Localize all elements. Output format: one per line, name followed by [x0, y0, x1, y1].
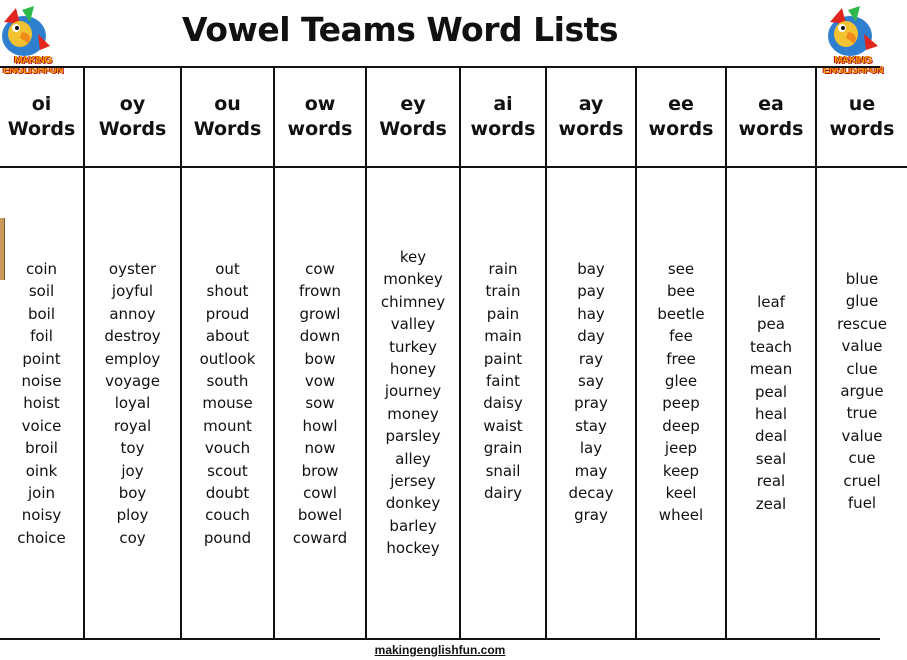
- column-header: [817, 65, 907, 168]
- logo-text-top: MAKING: [834, 55, 872, 66]
- word: boy: [118, 484, 147, 503]
- word: donkey: [385, 494, 441, 513]
- word: free: [666, 349, 696, 368]
- word: employ: [104, 349, 161, 368]
- word: vouch: [204, 439, 251, 458]
- word: gray: [574, 506, 608, 525]
- column-header: [637, 68, 725, 168]
- word-list: [727, 291, 815, 515]
- word: blue: [845, 270, 879, 288]
- header-vowel-team: ee: [668, 93, 694, 115]
- word: money: [387, 404, 439, 423]
- word: deal: [754, 427, 788, 446]
- word: clue: [846, 359, 878, 378]
- header-label: words: [738, 118, 804, 140]
- word: day: [577, 327, 605, 346]
- word: teach: [749, 337, 793, 356]
- column-header: [85, 68, 180, 168]
- word-list: [0, 258, 83, 549]
- word: mean: [749, 360, 793, 379]
- word: cruel: [843, 471, 881, 490]
- word: beetle: [657, 304, 705, 323]
- word: bay: [577, 260, 605, 278]
- word: pain: [486, 304, 520, 323]
- word: bowel: [297, 506, 343, 525]
- word: value: [841, 426, 883, 445]
- word: noise: [21, 372, 62, 391]
- word: cow: [305, 260, 335, 278]
- header-label: words: [829, 118, 895, 140]
- header-vowel-team: ow: [304, 93, 336, 115]
- word: pea: [757, 315, 785, 334]
- word: about: [205, 327, 250, 346]
- word: say: [578, 372, 604, 391]
- column-body: [275, 168, 365, 638]
- word-list: [85, 258, 180, 549]
- logo-text-bottom: ENGLISHFUN: [3, 65, 63, 76]
- word: proud: [205, 304, 250, 323]
- word: see: [667, 260, 695, 278]
- word: outlook: [199, 349, 256, 368]
- word-list: [182, 258, 273, 549]
- footer-website-link[interactable]: makingenglishfun.com: [374, 643, 506, 657]
- word-list: [817, 268, 907, 514]
- word: deep: [662, 416, 700, 435]
- header-label: Words: [193, 118, 262, 140]
- word: brow: [301, 461, 339, 480]
- word: point: [22, 349, 61, 368]
- word: lay: [579, 439, 603, 458]
- word: loyal: [114, 394, 151, 413]
- column-body: [727, 168, 815, 638]
- word: barley: [389, 516, 437, 535]
- column-ey: [367, 68, 461, 638]
- header-label: Words: [98, 118, 167, 140]
- word: sow: [305, 394, 335, 413]
- word: cue: [848, 449, 876, 468]
- word: peep: [662, 394, 700, 413]
- word: oink: [25, 461, 58, 480]
- header-vowel-team: oy: [119, 93, 146, 115]
- column-ow: [275, 68, 367, 638]
- word: seal: [755, 449, 787, 468]
- word: snail: [485, 461, 521, 480]
- header-label: words: [648, 118, 714, 140]
- column-ai: [461, 68, 547, 638]
- word: joyful: [111, 282, 154, 301]
- word: bee: [667, 282, 695, 301]
- word: peal: [754, 382, 788, 401]
- column-ee: [637, 68, 727, 638]
- word: valley: [390, 315, 436, 334]
- word: faint: [485, 372, 521, 391]
- logo-text-top: MAKING: [14, 55, 52, 66]
- parrot-mascot-icon: [818, 4, 880, 58]
- word: fee: [669, 327, 693, 346]
- word: destroy: [104, 327, 161, 346]
- word: howl: [302, 416, 338, 435]
- word: royal: [113, 416, 152, 435]
- word: jeep: [664, 439, 698, 458]
- word: scout: [207, 461, 248, 480]
- word: turkey: [389, 337, 437, 356]
- word: heal: [754, 405, 788, 424]
- logo-text-bottom: ENGLISHFUN: [823, 65, 883, 76]
- column-body: [85, 168, 180, 638]
- column-header: [0, 65, 83, 168]
- word: broil: [25, 439, 58, 458]
- word: now: [304, 439, 336, 458]
- word: stay: [575, 416, 607, 435]
- column-oi: [0, 65, 85, 638]
- word-list: [461, 258, 545, 504]
- word: mount: [203, 416, 252, 435]
- word: pray: [574, 394, 608, 413]
- word: decay: [568, 484, 614, 503]
- header-vowel-team: oi: [31, 93, 52, 115]
- word: join: [27, 484, 56, 503]
- header-label: words: [470, 118, 536, 140]
- word: coy: [119, 528, 146, 547]
- word: mouse: [202, 394, 253, 413]
- word: noisy: [21, 506, 62, 525]
- word: south: [206, 372, 249, 391]
- column-header: [727, 68, 815, 168]
- column-header: [461, 68, 545, 168]
- word: rain: [488, 260, 518, 278]
- word: key: [399, 248, 427, 266]
- word-list-table: [0, 66, 895, 640]
- column-ou: [182, 68, 275, 638]
- word: pound: [203, 528, 252, 547]
- word: hockey: [386, 539, 440, 558]
- word: true: [846, 404, 878, 423]
- column-header: [367, 68, 459, 168]
- header-vowel-team: ey: [400, 93, 426, 115]
- word: voice: [21, 416, 62, 435]
- word: grain: [483, 439, 523, 458]
- word: couch: [205, 506, 250, 525]
- word: keel: [665, 484, 697, 503]
- word: vow: [304, 372, 336, 391]
- word: soil: [28, 282, 55, 301]
- word: oyster: [108, 260, 157, 278]
- column-body: [0, 168, 83, 638]
- word: hay: [577, 304, 605, 323]
- header-label: words: [287, 118, 353, 140]
- word: keep: [662, 461, 700, 480]
- word: may: [574, 461, 608, 480]
- word: wheel: [658, 506, 704, 525]
- word: parsley: [385, 427, 441, 446]
- word: coin: [25, 260, 58, 278]
- column-header: [182, 68, 273, 168]
- word: boil: [27, 304, 56, 323]
- column-header: [547, 68, 635, 168]
- word: alley: [395, 449, 431, 468]
- word: dairy: [484, 484, 522, 503]
- word: journey: [384, 382, 442, 401]
- word: train: [485, 282, 521, 301]
- word: leaf: [757, 293, 785, 311]
- word-list: [367, 246, 459, 560]
- column-body: [182, 168, 273, 638]
- word: out: [215, 260, 240, 278]
- header-vowel-team: ea: [758, 93, 784, 115]
- word: growl: [299, 304, 341, 323]
- word: down: [299, 327, 341, 346]
- word: daisy: [483, 394, 523, 413]
- column-ea: [727, 68, 817, 638]
- word-list: [547, 258, 635, 527]
- word: shout: [206, 282, 249, 301]
- header-label: words: [558, 118, 624, 140]
- header-vowel-team: ay: [578, 93, 604, 115]
- word: waist: [483, 416, 523, 435]
- page-title: Vowel Teams Word Lists: [181, 10, 619, 49]
- word: ploy: [116, 506, 149, 525]
- word: paint: [483, 349, 523, 368]
- column-body: [367, 168, 459, 638]
- word: doubt: [205, 484, 250, 503]
- header-label: Words: [7, 118, 76, 140]
- column-oy: [85, 68, 182, 638]
- word: foil: [30, 327, 53, 346]
- word: value: [841, 337, 883, 356]
- column-ue: [817, 65, 907, 638]
- word: pay: [577, 282, 605, 301]
- word: joy: [121, 461, 144, 480]
- word: coward: [292, 528, 348, 547]
- word: frown: [298, 282, 342, 301]
- word: hoist: [23, 394, 60, 413]
- word: zeal: [755, 494, 787, 513]
- word: choice: [17, 528, 66, 547]
- column-header: [275, 68, 365, 168]
- word: annoy: [109, 304, 156, 323]
- word: glee: [664, 372, 698, 391]
- word: rescue: [837, 314, 887, 333]
- word: toy: [120, 439, 145, 458]
- column-body: [817, 168, 907, 638]
- header-vowel-team: ue: [848, 93, 876, 115]
- header-vowel-team: ou: [214, 93, 241, 115]
- word: real: [756, 472, 786, 491]
- word: chimney: [380, 292, 446, 311]
- header-label: Words: [379, 118, 447, 140]
- word: monkey: [383, 270, 443, 289]
- column-ay: [547, 68, 637, 638]
- header-vowel-team: ai: [493, 93, 513, 115]
- word: fuel: [847, 494, 877, 513]
- word: honey: [389, 360, 437, 379]
- word: main: [484, 327, 522, 346]
- word-list: [275, 258, 365, 549]
- column-body: [461, 168, 545, 638]
- word: voyage: [105, 372, 160, 391]
- word: cowl: [303, 484, 337, 503]
- word: glue: [845, 292, 879, 311]
- column-body: [547, 168, 635, 638]
- word: ray: [578, 349, 604, 368]
- word: argue: [840, 382, 884, 401]
- column-body: [637, 168, 725, 638]
- word: jersey: [390, 472, 436, 491]
- word: bow: [304, 349, 336, 368]
- word-list: [637, 258, 725, 527]
